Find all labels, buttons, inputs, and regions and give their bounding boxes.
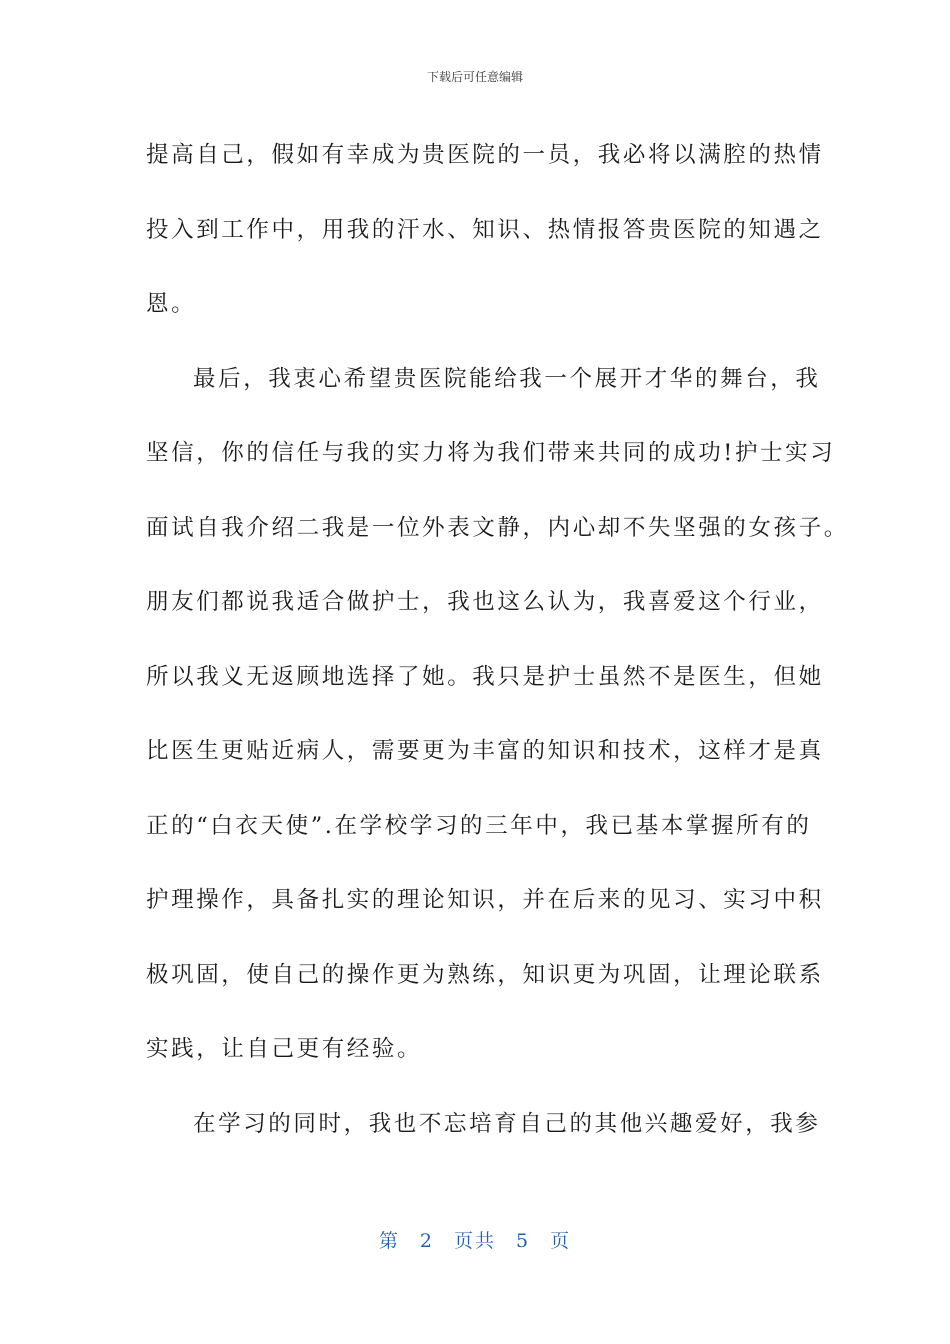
text-line: 正的“白衣天使”.在学校学习的三年中，我已基本掌握所有的 <box>146 812 812 839</box>
text-line: 提高自己，假如有幸成为贵医院的一员，我必将以满腔的热情 <box>146 142 824 168</box>
text-line: 最后，我衷心希望贵医院能给我一个展开才华的舞台，我 <box>193 365 821 392</box>
footer-suffix: 页 <box>550 1230 572 1252</box>
text-line: 比医生更贴近病人，需要更为丰富的知识和技术，这样才是真 <box>146 738 824 764</box>
footer-middle: 页共 <box>453 1230 496 1252</box>
text-line: 所以我义无返顾地选择了她。我只是护士虽然不是医生，但她 <box>146 663 824 690</box>
text-line: 护理操作，具备扎实的理论知识，并在后来的见习、实习中积 <box>146 887 824 913</box>
text-line: 实践，让自己更有经验。 <box>146 1036 423 1062</box>
document-body <box>146 118 849 1161</box>
total-pages-number: 5 <box>516 1230 531 1252</box>
text-line: 投入到工作中，用我的汗水、知识、热情报答贵医院的知遇之 <box>146 216 824 243</box>
text-line: 面试自我介绍二我是一位外表文静，内心却不失坚强的女孩子。 <box>146 514 849 541</box>
footer-prefix: 第 <box>378 1230 400 1252</box>
header-note: 下载后可任意编辑 <box>426 70 523 84</box>
text-line: 坚信，你的信任与我的实力将为我们带来共同的成功!护士实习 <box>146 440 836 466</box>
text-line: 朋友们都说我适合做护士，我也这么认为，我喜爱这个行业， <box>146 589 824 615</box>
text-line: 恩。 <box>146 291 197 317</box>
page-number-footer <box>0 1226 950 1253</box>
text-line: 在学习的同时，我也不忘培育自己的其他兴趣爱好，我参 <box>193 1110 821 1137</box>
current-page-number: 2 <box>419 1230 434 1252</box>
text-line: 极巩固，使自己的操作更为熟练，知识更为巩固，让理论联系 <box>146 961 824 988</box>
